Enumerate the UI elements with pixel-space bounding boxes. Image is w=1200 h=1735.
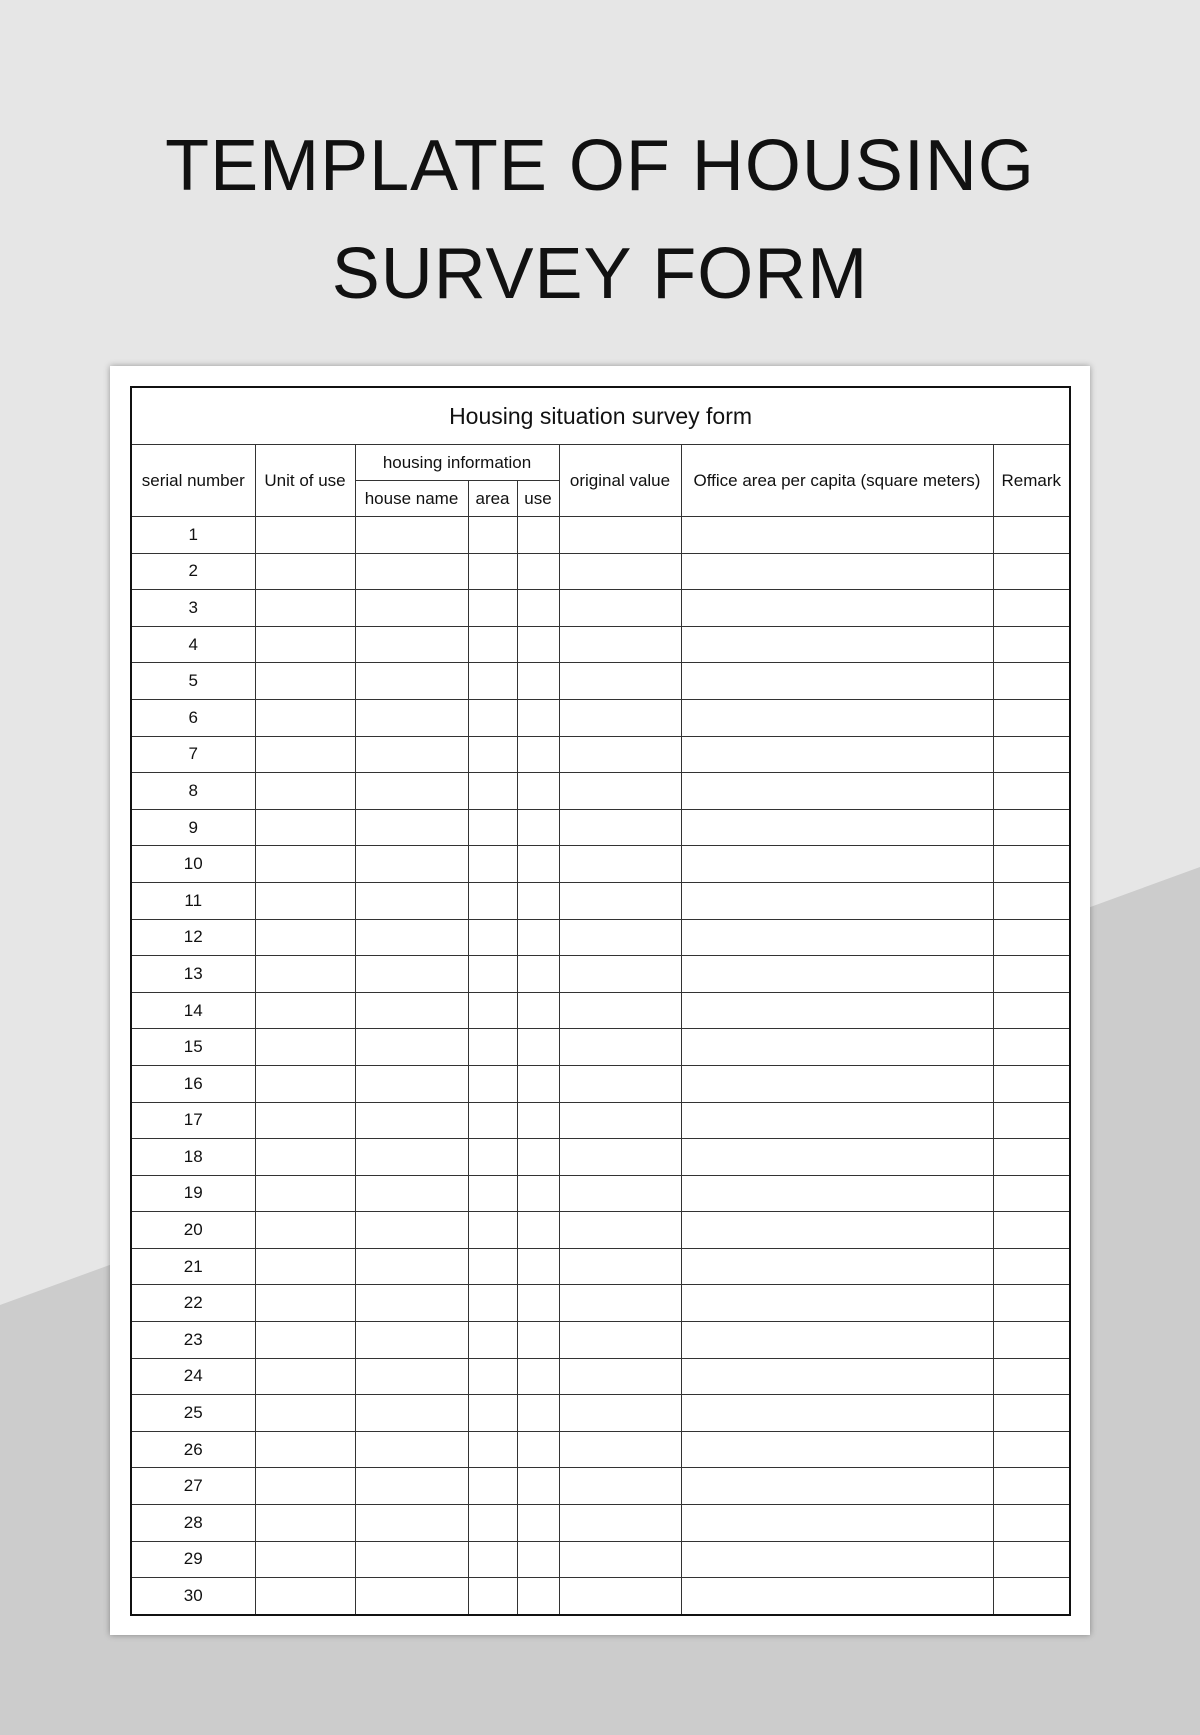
- original-value-cell[interactable]: [559, 517, 681, 554]
- office-area-cell[interactable]: [681, 590, 993, 627]
- unit-of-use-cell[interactable]: [255, 553, 355, 590]
- office-area-cell[interactable]: [681, 1578, 993, 1615]
- unit-of-use-cell[interactable]: [255, 1541, 355, 1578]
- area-cell[interactable]: [468, 517, 517, 554]
- use-cell[interactable]: [517, 626, 559, 663]
- house-name-cell[interactable]: [355, 1248, 468, 1285]
- remark-cell[interactable]: [993, 773, 1070, 810]
- use-cell[interactable]: [517, 1505, 559, 1542]
- table-row: [131, 1175, 1070, 1212]
- original-value-cell[interactable]: [559, 773, 681, 810]
- serial-number-cell: 4: [131, 626, 255, 663]
- remark-cell[interactable]: [993, 590, 1070, 627]
- table-row: [131, 1248, 1070, 1285]
- original-value-cell[interactable]: [559, 1395, 681, 1432]
- serial-number-cell: 21: [131, 1248, 255, 1285]
- header-use: use: [517, 481, 559, 517]
- table-row: [131, 1285, 1070, 1322]
- serial-number-cell: 16: [131, 1065, 255, 1102]
- use-cell[interactable]: [517, 992, 559, 1029]
- office-area-cell[interactable]: [681, 1248, 993, 1285]
- use-cell[interactable]: [517, 1578, 559, 1615]
- remark-cell[interactable]: [993, 1139, 1070, 1176]
- unit-of-use-cell[interactable]: [255, 1212, 355, 1249]
- office-area-cell[interactable]: [681, 1322, 993, 1359]
- serial-number-cell: 15: [131, 1029, 255, 1066]
- table-row: [131, 773, 1070, 810]
- area-cell[interactable]: [468, 1505, 517, 1542]
- unit-of-use-cell[interactable]: [255, 1358, 355, 1395]
- house-name-cell[interactable]: [355, 1541, 468, 1578]
- area-cell[interactable]: [468, 882, 517, 919]
- serial-number-cell: 29: [131, 1541, 255, 1578]
- house-name-cell[interactable]: [355, 1505, 468, 1542]
- office-area-cell[interactable]: [681, 1358, 993, 1395]
- use-cell[interactable]: [517, 1395, 559, 1432]
- area-cell[interactable]: [468, 626, 517, 663]
- unit-of-use-cell[interactable]: [255, 919, 355, 956]
- remark-cell[interactable]: [993, 1029, 1070, 1066]
- original-value-cell[interactable]: [559, 1175, 681, 1212]
- use-cell[interactable]: [517, 1102, 559, 1139]
- remark-cell[interactable]: [993, 1358, 1070, 1395]
- serial-number-cell: 24: [131, 1358, 255, 1395]
- remark-cell[interactable]: [993, 1505, 1070, 1542]
- area-cell[interactable]: [468, 1029, 517, 1066]
- original-value-cell[interactable]: [559, 626, 681, 663]
- house-name-cell[interactable]: [355, 1468, 468, 1505]
- table-row: [131, 1029, 1070, 1066]
- area-cell[interactable]: [468, 553, 517, 590]
- house-name-cell[interactable]: [355, 1029, 468, 1066]
- original-value-cell[interactable]: [559, 1102, 681, 1139]
- original-value-cell[interactable]: [559, 992, 681, 1029]
- unit-of-use-cell[interactable]: [255, 1248, 355, 1285]
- serial-number-cell: 8: [131, 773, 255, 810]
- table-row: [131, 1065, 1070, 1102]
- office-area-cell[interactable]: [681, 992, 993, 1029]
- table-row: [131, 809, 1070, 846]
- original-value-cell[interactable]: [559, 1431, 681, 1468]
- original-value-cell[interactable]: [559, 663, 681, 700]
- office-area-cell[interactable]: [681, 1102, 993, 1139]
- house-name-cell[interactable]: [355, 846, 468, 883]
- area-cell[interactable]: [468, 1248, 517, 1285]
- table-row: [131, 1358, 1070, 1395]
- header-serial-number: serial number: [131, 445, 255, 517]
- table-row: [131, 919, 1070, 956]
- table-row: [131, 590, 1070, 627]
- remark-cell[interactable]: [993, 1468, 1070, 1505]
- unit-of-use-cell[interactable]: [255, 1578, 355, 1615]
- office-area-cell[interactable]: [681, 1139, 993, 1176]
- header-area: area: [468, 481, 517, 517]
- house-name-cell[interactable]: [355, 1212, 468, 1249]
- original-value-cell[interactable]: [559, 553, 681, 590]
- table-row: [131, 1468, 1070, 1505]
- header-house-name: house name: [355, 481, 468, 517]
- area-cell[interactable]: [468, 1578, 517, 1615]
- area-cell[interactable]: [468, 1139, 517, 1176]
- table-row: [131, 956, 1070, 993]
- original-value-cell[interactable]: [559, 1578, 681, 1615]
- unit-of-use-cell[interactable]: [255, 956, 355, 993]
- remark-cell[interactable]: [993, 1395, 1070, 1432]
- remark-cell[interactable]: [993, 1578, 1070, 1615]
- serial-number-cell: 20: [131, 1212, 255, 1249]
- area-cell[interactable]: [468, 809, 517, 846]
- area-cell[interactable]: [468, 1358, 517, 1395]
- original-value-cell[interactable]: [559, 699, 681, 736]
- table-row: [131, 1431, 1070, 1468]
- serial-number-cell: 26: [131, 1431, 255, 1468]
- unit-of-use-cell[interactable]: [255, 663, 355, 700]
- remark-cell[interactable]: [993, 699, 1070, 736]
- area-cell[interactable]: [468, 846, 517, 883]
- page-title-line-2: SURVEY FORM: [331, 234, 869, 314]
- office-area-cell[interactable]: [681, 1431, 993, 1468]
- remark-cell[interactable]: [993, 517, 1070, 554]
- remark-cell[interactable]: [993, 1248, 1070, 1285]
- remark-cell[interactable]: [993, 1102, 1070, 1139]
- serial-number-cell: 12: [131, 919, 255, 956]
- area-cell[interactable]: [468, 1468, 517, 1505]
- remark-cell[interactable]: [993, 1175, 1070, 1212]
- use-cell[interactable]: [517, 1285, 559, 1322]
- original-value-cell[interactable]: [559, 1468, 681, 1505]
- original-value-cell[interactable]: [559, 1139, 681, 1176]
- table-row: [131, 517, 1070, 554]
- house-name-cell[interactable]: [355, 1175, 468, 1212]
- serial-number-cell: 30: [131, 1578, 255, 1615]
- original-value-cell[interactable]: [559, 1248, 681, 1285]
- office-area-cell[interactable]: [681, 919, 993, 956]
- house-name-cell[interactable]: [355, 736, 468, 773]
- house-name-cell[interactable]: [355, 1578, 468, 1615]
- house-name-cell[interactable]: [355, 517, 468, 554]
- house-name-cell[interactable]: [355, 809, 468, 846]
- remark-cell[interactable]: [993, 956, 1070, 993]
- house-name-cell[interactable]: [355, 1358, 468, 1395]
- use-cell[interactable]: [517, 1468, 559, 1505]
- use-cell[interactable]: [517, 663, 559, 700]
- office-area-cell[interactable]: [681, 809, 993, 846]
- use-cell[interactable]: [517, 919, 559, 956]
- use-cell[interactable]: [517, 1358, 559, 1395]
- table-row: [131, 699, 1070, 736]
- unit-of-use-cell[interactable]: [255, 590, 355, 627]
- office-area-cell[interactable]: [681, 1541, 993, 1578]
- unit-of-use-cell[interactable]: [255, 773, 355, 810]
- original-value-cell[interactable]: [559, 736, 681, 773]
- area-cell[interactable]: [468, 1212, 517, 1249]
- table-row: [131, 882, 1070, 919]
- serial-number-cell: 13: [131, 956, 255, 993]
- area-cell[interactable]: [468, 1102, 517, 1139]
- office-area-cell[interactable]: [681, 1065, 993, 1102]
- original-value-cell[interactable]: [559, 1505, 681, 1542]
- serial-number-cell: 6: [131, 699, 255, 736]
- serial-number-cell: 22: [131, 1285, 255, 1322]
- remark-cell[interactable]: [993, 1431, 1070, 1468]
- area-cell[interactable]: [468, 1065, 517, 1102]
- original-value-cell[interactable]: [559, 1029, 681, 1066]
- unit-of-use-cell[interactable]: [255, 1175, 355, 1212]
- remark-cell[interactable]: [993, 626, 1070, 663]
- use-cell[interactable]: [517, 590, 559, 627]
- office-area-cell[interactable]: [681, 1175, 993, 1212]
- serial-number-cell: 7: [131, 736, 255, 773]
- remark-cell[interactable]: [993, 663, 1070, 700]
- remark-cell[interactable]: [993, 1065, 1070, 1102]
- office-area-cell[interactable]: [681, 1212, 993, 1249]
- unit-of-use-cell[interactable]: [255, 1505, 355, 1542]
- house-name-cell[interactable]: [355, 663, 468, 700]
- serial-number-cell: 11: [131, 882, 255, 919]
- serial-number-cell: 19: [131, 1175, 255, 1212]
- house-name-cell[interactable]: [355, 1322, 468, 1359]
- header-unit-of-use: Unit of use: [255, 445, 355, 517]
- original-value-cell[interactable]: [559, 809, 681, 846]
- use-cell[interactable]: [517, 1212, 559, 1249]
- office-area-cell[interactable]: [681, 517, 993, 554]
- original-value-cell[interactable]: [559, 956, 681, 993]
- table-row: [131, 1139, 1070, 1176]
- remark-cell[interactable]: [993, 1541, 1070, 1578]
- house-name-cell[interactable]: [355, 553, 468, 590]
- serial-number-cell: 18: [131, 1139, 255, 1176]
- use-cell[interactable]: [517, 1541, 559, 1578]
- office-area-cell[interactable]: [681, 1029, 993, 1066]
- area-cell[interactable]: [468, 1431, 517, 1468]
- house-name-cell[interactable]: [355, 590, 468, 627]
- house-name-cell[interactable]: [355, 882, 468, 919]
- unit-of-use-cell[interactable]: [255, 1102, 355, 1139]
- unit-of-use-cell[interactable]: [255, 1065, 355, 1102]
- table-row: [131, 553, 1070, 590]
- area-cell[interactable]: [468, 919, 517, 956]
- office-area-cell[interactable]: [681, 736, 993, 773]
- serial-number-cell: 23: [131, 1322, 255, 1359]
- form-caption: Housing situation survey form: [131, 387, 1070, 445]
- office-area-cell[interactable]: [681, 882, 993, 919]
- use-cell[interactable]: [517, 846, 559, 883]
- table-row: [131, 1578, 1070, 1615]
- original-value-cell[interactable]: [559, 590, 681, 627]
- unit-of-use-cell[interactable]: [255, 699, 355, 736]
- area-cell[interactable]: [468, 590, 517, 627]
- use-cell[interactable]: [517, 882, 559, 919]
- table-row: [131, 1395, 1070, 1432]
- office-area-cell[interactable]: [681, 1285, 993, 1322]
- use-cell[interactable]: [517, 1029, 559, 1066]
- remark-cell[interactable]: [993, 809, 1070, 846]
- survey-table-body: [131, 517, 1070, 1615]
- header-original-value: original value: [559, 445, 681, 517]
- area-cell[interactable]: [468, 773, 517, 810]
- house-name-cell[interactable]: [355, 956, 468, 993]
- use-cell[interactable]: [517, 736, 559, 773]
- unit-of-use-cell[interactable]: [255, 1468, 355, 1505]
- use-cell[interactable]: [517, 517, 559, 554]
- serial-number-cell: 25: [131, 1395, 255, 1432]
- serial-number-cell: 5: [131, 663, 255, 700]
- office-area-cell[interactable]: [681, 1395, 993, 1432]
- house-name-cell[interactable]: [355, 992, 468, 1029]
- house-name-cell[interactable]: [355, 1102, 468, 1139]
- table-row: [131, 626, 1070, 663]
- office-area-cell[interactable]: [681, 773, 993, 810]
- serial-number-cell: 28: [131, 1505, 255, 1542]
- unit-of-use-cell[interactable]: [255, 736, 355, 773]
- unit-of-use-cell[interactable]: [255, 809, 355, 846]
- remark-cell[interactable]: [993, 1285, 1070, 1322]
- original-value-cell[interactable]: [559, 1285, 681, 1322]
- house-name-cell[interactable]: [355, 699, 468, 736]
- remark-cell[interactable]: [993, 882, 1070, 919]
- office-area-cell[interactable]: [681, 553, 993, 590]
- use-cell[interactable]: [517, 1248, 559, 1285]
- area-cell[interactable]: [468, 992, 517, 1029]
- office-area-cell[interactable]: [681, 846, 993, 883]
- remark-cell[interactable]: [993, 846, 1070, 883]
- serial-number-cell: 3: [131, 590, 255, 627]
- table-row: [131, 1541, 1070, 1578]
- table-row: [131, 1322, 1070, 1359]
- table-row: [131, 1505, 1070, 1542]
- remark-cell[interactable]: [993, 992, 1070, 1029]
- survey-table: [130, 386, 1071, 1616]
- serial-number-cell: 1: [131, 517, 255, 554]
- original-value-cell[interactable]: [559, 1212, 681, 1249]
- table-row: [131, 846, 1070, 883]
- use-cell[interactable]: [517, 699, 559, 736]
- unit-of-use-cell[interactable]: [255, 626, 355, 663]
- area-cell[interactable]: [468, 1175, 517, 1212]
- house-name-cell[interactable]: [355, 626, 468, 663]
- page-title-line-1: TEMPLATE OF HOUSING: [165, 126, 1035, 206]
- table-row: [131, 992, 1070, 1029]
- house-name-cell[interactable]: [355, 1139, 468, 1176]
- house-name-cell[interactable]: [355, 1395, 468, 1432]
- page-title: [0, 112, 1200, 328]
- header-housing-information: housing information: [355, 445, 559, 481]
- remark-cell[interactable]: [993, 736, 1070, 773]
- use-cell[interactable]: [517, 1139, 559, 1176]
- office-area-cell[interactable]: [681, 1468, 993, 1505]
- unit-of-use-cell[interactable]: [255, 517, 355, 554]
- area-cell[interactable]: [468, 1285, 517, 1322]
- unit-of-use-cell[interactable]: [255, 1395, 355, 1432]
- area-cell[interactable]: [468, 1541, 517, 1578]
- original-value-cell[interactable]: [559, 846, 681, 883]
- use-cell[interactable]: [517, 1322, 559, 1359]
- house-name-cell[interactable]: [355, 1065, 468, 1102]
- unit-of-use-cell[interactable]: [255, 1139, 355, 1176]
- remark-cell[interactable]: [993, 919, 1070, 956]
- use-cell[interactable]: [517, 1431, 559, 1468]
- house-name-cell[interactable]: [355, 773, 468, 810]
- use-cell[interactable]: [517, 1065, 559, 1102]
- use-cell[interactable]: [517, 809, 559, 846]
- serial-number-cell: 17: [131, 1102, 255, 1139]
- unit-of-use-cell[interactable]: [255, 1285, 355, 1322]
- unit-of-use-cell[interactable]: [255, 1322, 355, 1359]
- use-cell[interactable]: [517, 956, 559, 993]
- remark-cell[interactable]: [993, 1212, 1070, 1249]
- form-sheet: [110, 366, 1090, 1635]
- use-cell[interactable]: [517, 1175, 559, 1212]
- office-area-cell[interactable]: [681, 1505, 993, 1542]
- serial-number-cell: 10: [131, 846, 255, 883]
- header-office-area: Office area per capita (square meters): [681, 445, 993, 517]
- table-row: [131, 663, 1070, 700]
- remark-cell[interactable]: [993, 1322, 1070, 1359]
- original-value-cell[interactable]: [559, 919, 681, 956]
- house-name-cell[interactable]: [355, 1431, 468, 1468]
- original-value-cell[interactable]: [559, 1358, 681, 1395]
- office-area-cell[interactable]: [681, 699, 993, 736]
- unit-of-use-cell[interactable]: [255, 992, 355, 1029]
- original-value-cell[interactable]: [559, 1541, 681, 1578]
- unit-of-use-cell[interactable]: [255, 1029, 355, 1066]
- original-value-cell[interactable]: [559, 1322, 681, 1359]
- unit-of-use-cell[interactable]: [255, 846, 355, 883]
- serial-number-cell: 9: [131, 809, 255, 846]
- area-cell[interactable]: [468, 1322, 517, 1359]
- area-cell[interactable]: [468, 699, 517, 736]
- use-cell[interactable]: [517, 773, 559, 810]
- area-cell[interactable]: [468, 1395, 517, 1432]
- original-value-cell[interactable]: [559, 882, 681, 919]
- table-row: [131, 736, 1070, 773]
- remark-cell[interactable]: [993, 553, 1070, 590]
- area-cell[interactable]: [468, 736, 517, 773]
- office-area-cell[interactable]: [681, 956, 993, 993]
- use-cell[interactable]: [517, 553, 559, 590]
- table-row: [131, 1102, 1070, 1139]
- serial-number-cell: 27: [131, 1468, 255, 1505]
- area-cell[interactable]: [468, 956, 517, 993]
- office-area-cell[interactable]: [681, 663, 993, 700]
- unit-of-use-cell[interactable]: [255, 882, 355, 919]
- serial-number-cell: 14: [131, 992, 255, 1029]
- table-row: [131, 1212, 1070, 1249]
- house-name-cell[interactable]: [355, 1285, 468, 1322]
- header-remark: Remark: [993, 445, 1070, 517]
- office-area-cell[interactable]: [681, 626, 993, 663]
- original-value-cell[interactable]: [559, 1065, 681, 1102]
- area-cell[interactable]: [468, 663, 517, 700]
- serial-number-cell: 2: [131, 553, 255, 590]
- unit-of-use-cell[interactable]: [255, 1431, 355, 1468]
- house-name-cell[interactable]: [355, 919, 468, 956]
